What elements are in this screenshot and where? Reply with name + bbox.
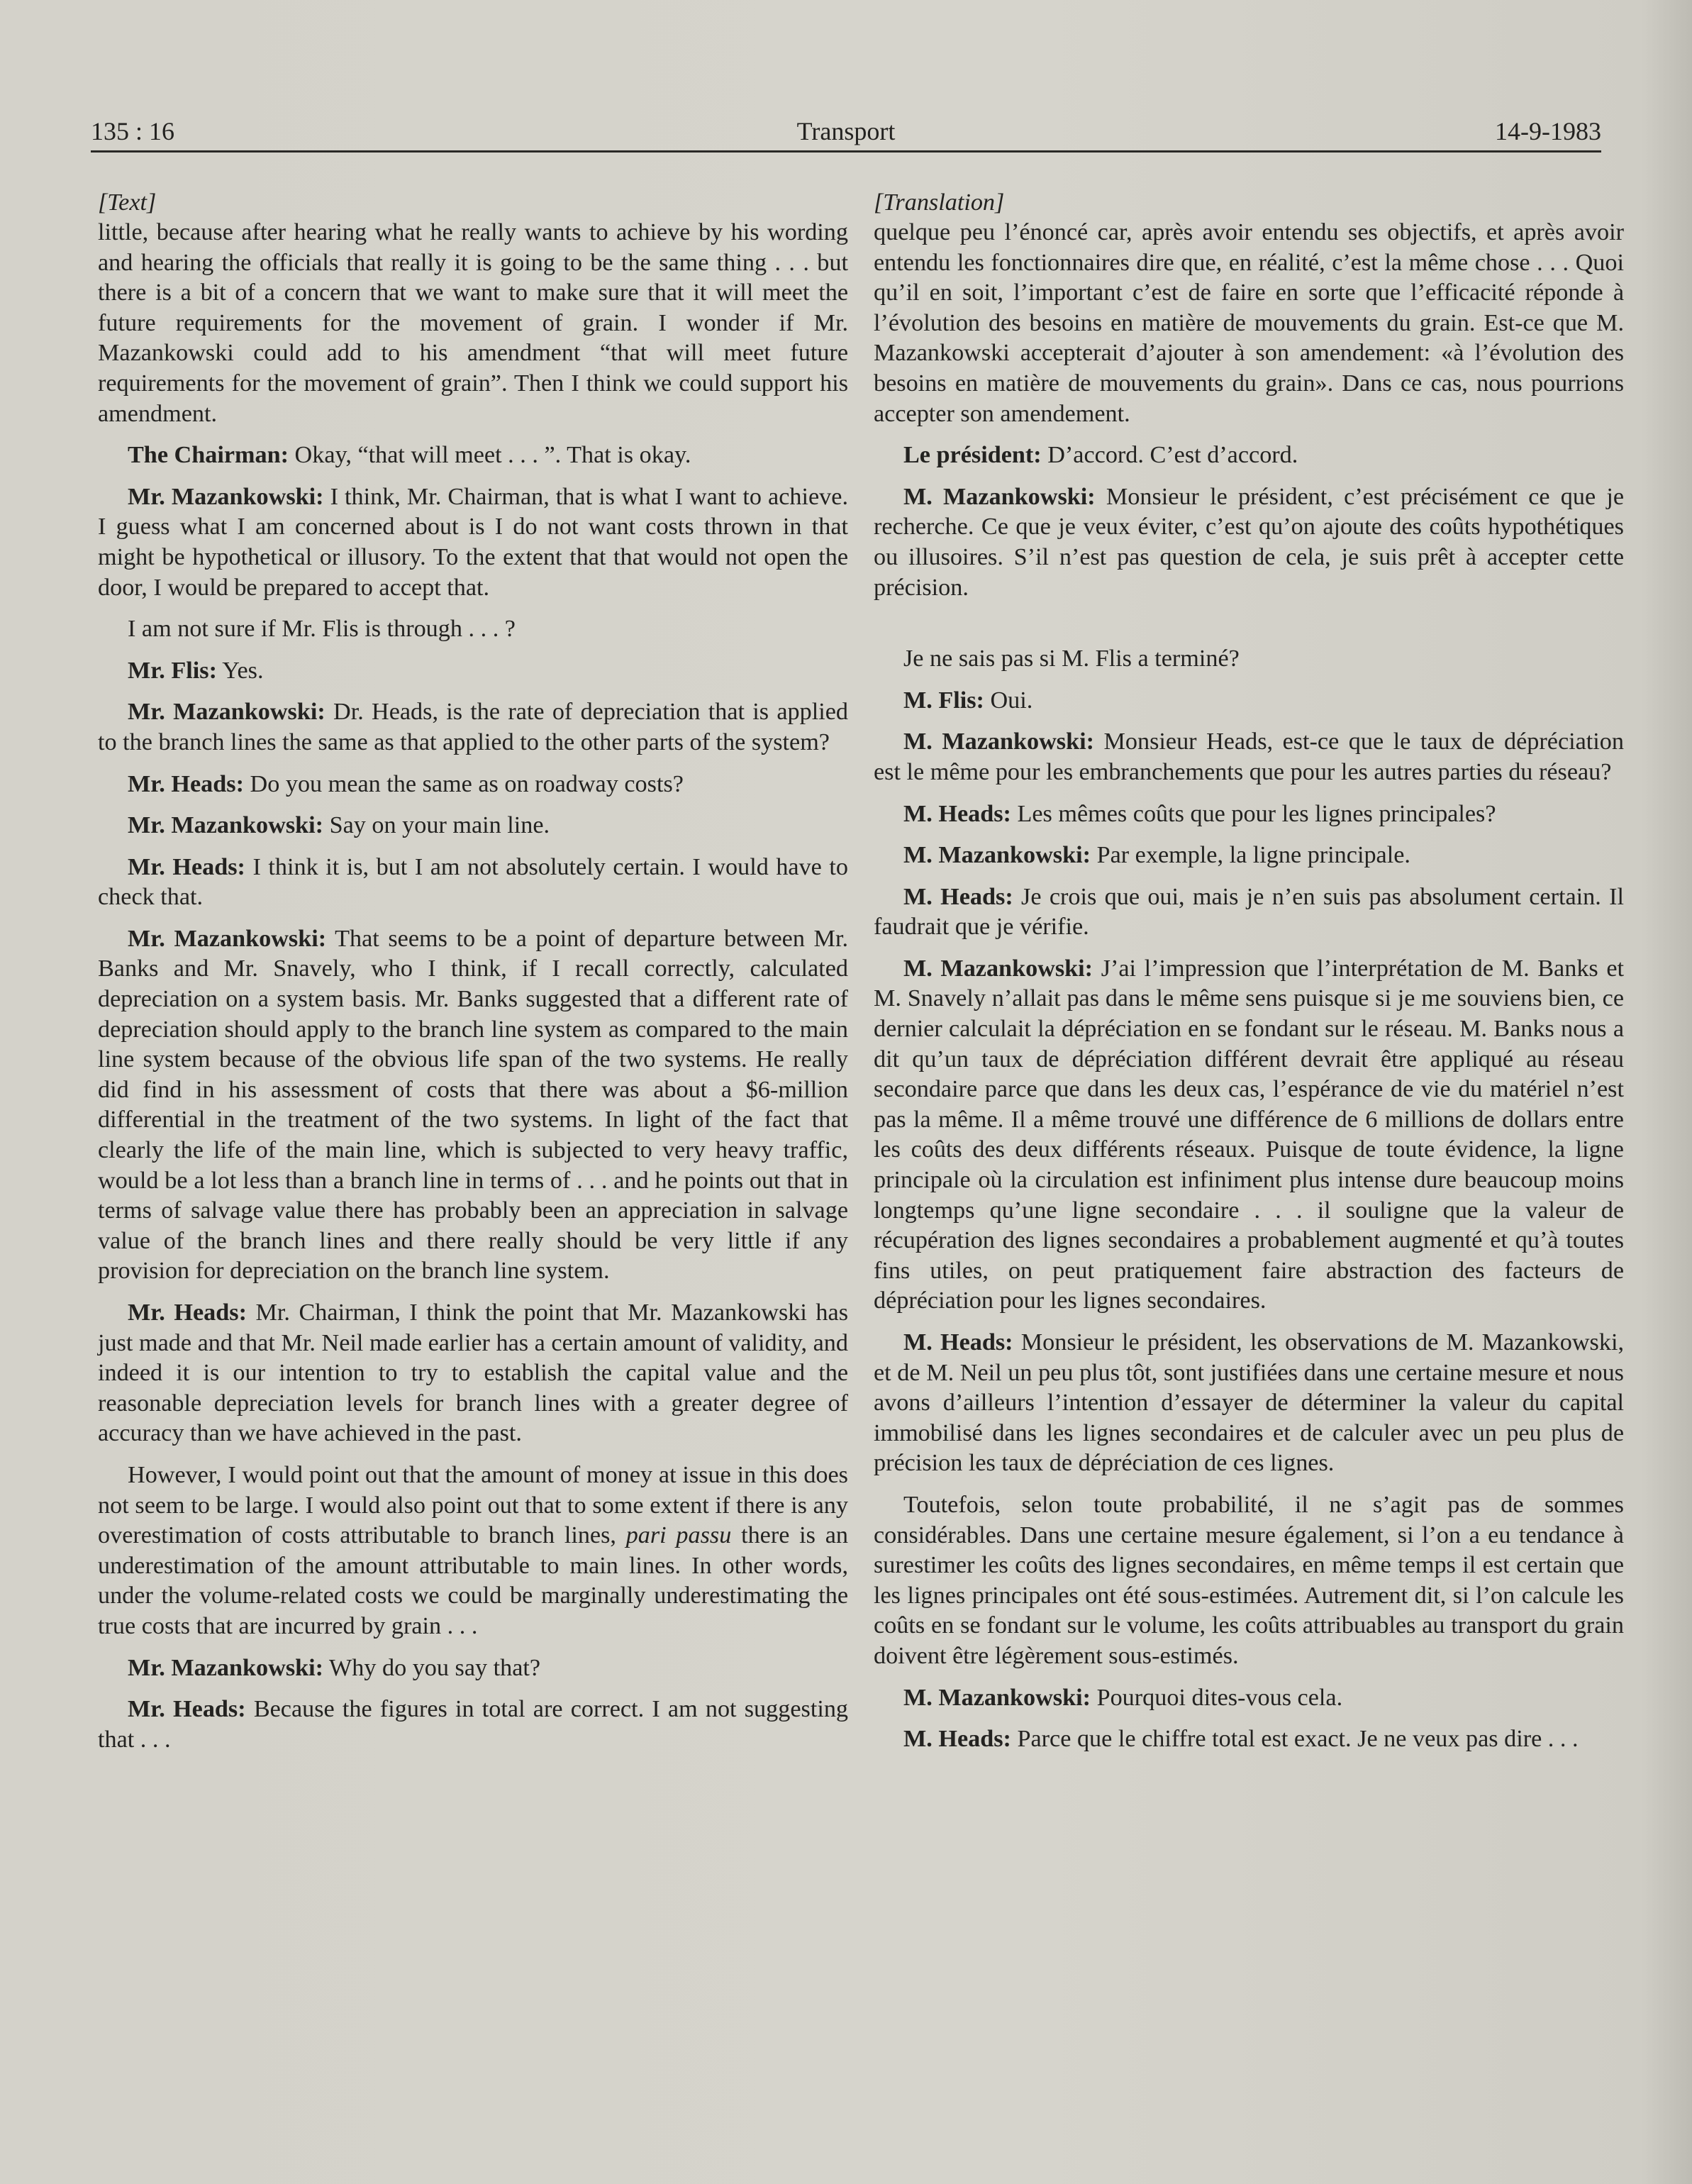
paragraph: little, because after hearing what he really wants to achieve by his wording and hearing the officials that really it is going to be the same thing . . . but there is a bit of a concern that we want to make sure that it will meet the future requirements for the movement of grain. I wonder if Mr. Mazankowski could add to his amendment “that will meet future requirements for the movement of grain”. Then I think we could support his amendment. [98, 219, 848, 427]
spacer [874, 614, 1624, 644]
paragraph: Toutefois, selon toute probabilité, il ne s’agit pas de sommes considérables. Dans une certaine mesure également, si l’on a eu tendance à surestimer les coûts des lignes secondaires, en même temps il est certain que les lignes principales ont été sous-estimées. Autrement dit, si l’on calcule les coûts en se fondant sur le volume, les coûts attribuables au transport du grain doivent être légèrement sous-estimés. [874, 1491, 1624, 1669]
paragraph: M. Mazankowski: Par exemple, la ligne principale. [903, 842, 1410, 869]
paragraph: Mr. Flis: Yes. [128, 657, 264, 684]
paragraph: M. Heads: Je crois que oui, mais je n’en suis pas absolument certain. Il faudrait que je vérifie. [874, 883, 1624, 941]
paragraph: Le président: D’accord. C’est d’accord. [903, 442, 1298, 469]
paragraph: M. Mazankowski: Monsieur Heads, est-ce que le taux de dépréciation est le même pour les embranchements que pour les autres parties du réseau? [874, 728, 1624, 785]
speaker-name: Mr. Flis: [128, 657, 217, 684]
paragraph: M. Flis: Oui. [903, 687, 1033, 714]
header-date: 14-9-1983 [1495, 117, 1601, 145]
paragraph: Mr. Mazankowski: Dr. Heads, is the rate of depreciation that is applied to the branch lines the same as that applied to the other parts of the system? [98, 699, 848, 755]
speaker-name: Mr. Heads: [128, 770, 244, 797]
speaker-name: Mr. Mazankowski: [128, 812, 324, 839]
speaker-name: Mr. Heads: [128, 1696, 246, 1723]
speaker-name: Mr. Mazankowski: [128, 1654, 324, 1681]
english-column [98, 188, 848, 1766]
paragraph: M. Mazankowski: J’ai l’impression que l’interprétation de M. Banks et M. Snavely n’allait pas dans le même sens puisque si je me souviens bien, ce dernier calculait la dépréciation en se fondant sur le réseau. M. Banks nous a dit qu’un taux de dépréciation différent devrait être appliqué au réseau secondaire parce que dans les deux cas, l’espérance de vie du matériel n’est pas la même. Il a même trouvé une différence de 6 millions de dollars entre les coûts des deux différents réseaux. Puisque de toute évidence, la ligne principale où la circulation est infiniment plus intense dure beaucoup moins longtemps qu’une ligne secondaire . . . il souligne que la valeur de récupération des lignes secondaires a probablement augmenté et qu’à toutes fins utiles, on peut pratiquement faire abstraction des facteurs de dépréciation pour les lignes secondaires. [874, 955, 1624, 1314]
paragraph: Mr. Heads: Because the figures in total are correct. I am not suggesting that . . . [98, 1696, 849, 1753]
speaker-name: M. Mazankowski: [903, 483, 1096, 510]
paragraph: The Chairman: Okay, “that will meet . . . ”. That is okay. [128, 442, 691, 469]
speaker-name: M. Flis: [903, 687, 984, 714]
paragraph: Mr. Mazankowski: That seems to be a point of departure between Mr. Banks and Mr. Snavely, who I think, if I recall correctly, calculated depreciation on a system basis. Mr. Banks suggested that a different rate of depreciation should apply to the branch line system as compared to the main line system because of the obvious life span of the two systems. He really did find in his assessment of costs that there was about a $6-million differential in the treatment of the two systems. In light of the fact that clearly the life of the main line, which is subjected to very heavy traffic, would be a lot less than a branch line in terms of . . . and he points out that in terms of salvage value there has probably been an appreciation in salvage value of the branch lines and there really should be very little if any provision for depreciation on the branch line system. [98, 925, 848, 1285]
speaker-name: Mr. Mazankowski: [128, 483, 324, 510]
latin-phrase: pari passu [625, 1522, 732, 1549]
paragraph: However, I would point out that the amount of money at issue in this does not seem to be large. I would also point out that to some extent if there is any overestimation of costs attributable to branch lines, pari passu there is an underestimation of the amount attributable to main lines. In other words, under the volume-related costs we could be marginally underestimating the true costs that are incurred by grain . . . [98, 1461, 848, 1639]
speaker-name: Le président: [903, 442, 1042, 469]
speaker-name: Mr. Mazankowski: [128, 699, 325, 726]
paragraph: M. Mazankowski: Pourquoi dites-vous cela. [903, 1684, 1343, 1711]
paragraph: Je ne sais pas si M. Flis a terminé? [903, 645, 1240, 672]
paragraph: Mr. Mazankowski: Say on your main line. [128, 812, 550, 839]
speaker-name: The Chairman: [128, 442, 289, 469]
speaker-name: M. Mazankowski: [903, 842, 1091, 869]
paragraph: I am not sure if Mr. Flis is through . . . ? [128, 616, 516, 643]
speaker-name: M. Mazankowski: [903, 955, 1093, 982]
header-rule [91, 150, 1601, 153]
paragraph: M. Heads: Parce que le chiffre total est exact. Je ne veux pas dire . . . [903, 1726, 1579, 1753]
speaker-name: M. Heads: [903, 800, 1011, 827]
paragraph: Mr. Heads: Mr. Chairman, I think the point that Mr. Mazankowski has just made and that Mr. Neil made earlier has a certain amount of validity, and indeed it is our intention to try to establish the capital value and the reasonable depreciation levels for branch lines with a greater degree of accuracy than we have achieved in the past. [98, 1299, 849, 1447]
paragraph: M. Mazankowski: Monsieur le président, c’est précisément ce que je recherche. Ce que je veux éviter, c’est qu’on ajoute des coûts hypothétiques ou illusoires. S’il n’est pas question de cela, je suis prêt à accepter cette précision. [874, 483, 1624, 601]
running-header [91, 116, 1601, 151]
speaker-name: M. Heads: [903, 1726, 1011, 1753]
page-number: 135 : 16 [91, 117, 175, 145]
paragraph: M. Heads: Les mêmes coûts que pour les lignes principales? [903, 800, 1496, 827]
speaker-name: M. Heads: [903, 883, 1013, 910]
speaker-name: Mr. Heads: [128, 1299, 247, 1326]
paragraph: quelque peu l’énoncé car, après avoir entendu ses objectifs, et après avoir entendu les fonctionnaires dire que, en réalité, c’est la même chose . . . Quoi qu’il en soit, l’important c’est de faire en sorte que l’efficacité réponde à l’évolution des besoins en matière de mouvements du grain. Est-ce que M. Mazankowski accepterait d’ajouter à son amendement: «à l’évolution des besoins en matière de mouvements du grain». Dans ce cas, nous pourrions accepter son amendement. [874, 219, 1624, 427]
paragraph: Mr. Mazankowski: Why do you say that? [128, 1654, 541, 1681]
header-title: Transport [796, 117, 896, 145]
speaker-name: M. Mazankowski: [903, 728, 1094, 755]
speaker-name: M. Heads: [903, 1329, 1013, 1356]
paragraph: Mr. Heads: I think it is, but I am not absolutely certain. I would have to check that. [98, 853, 848, 911]
paragraph: M. Heads: Monsieur le président, les observations de M. Mazankowski, et de M. Neil un peu plus tôt, sont justifiées dans une certaine mesure et nous avons d’ailleurs l’intention d’essayer de déterminer la valeur du capital immobilisé dans les lignes secondaires et de calculer avec un peu plus de précision les taux de dépréciation de ces lignes. [874, 1329, 1624, 1477]
translation-label: [Translation] [874, 189, 1005, 216]
text-label: [Text] [98, 189, 157, 216]
paragraph: Mr. Mazankowski: I think, Mr. Chairman, that is what I want to achieve. I guess what I am concerned about is I do not want costs thrown in that might be hypothetical or illusory. To the extent that that would not open the door, I would be prepared to accept that. [98, 483, 848, 601]
speaker-name: Mr. Mazankowski: [128, 925, 327, 952]
paragraph: Mr. Heads: Do you mean the same as on roadway costs? [128, 770, 684, 797]
french-column [874, 188, 1624, 1766]
speaker-name: Mr. Heads: [128, 853, 245, 880]
speaker-name: M. Mazankowski: [903, 1684, 1091, 1711]
